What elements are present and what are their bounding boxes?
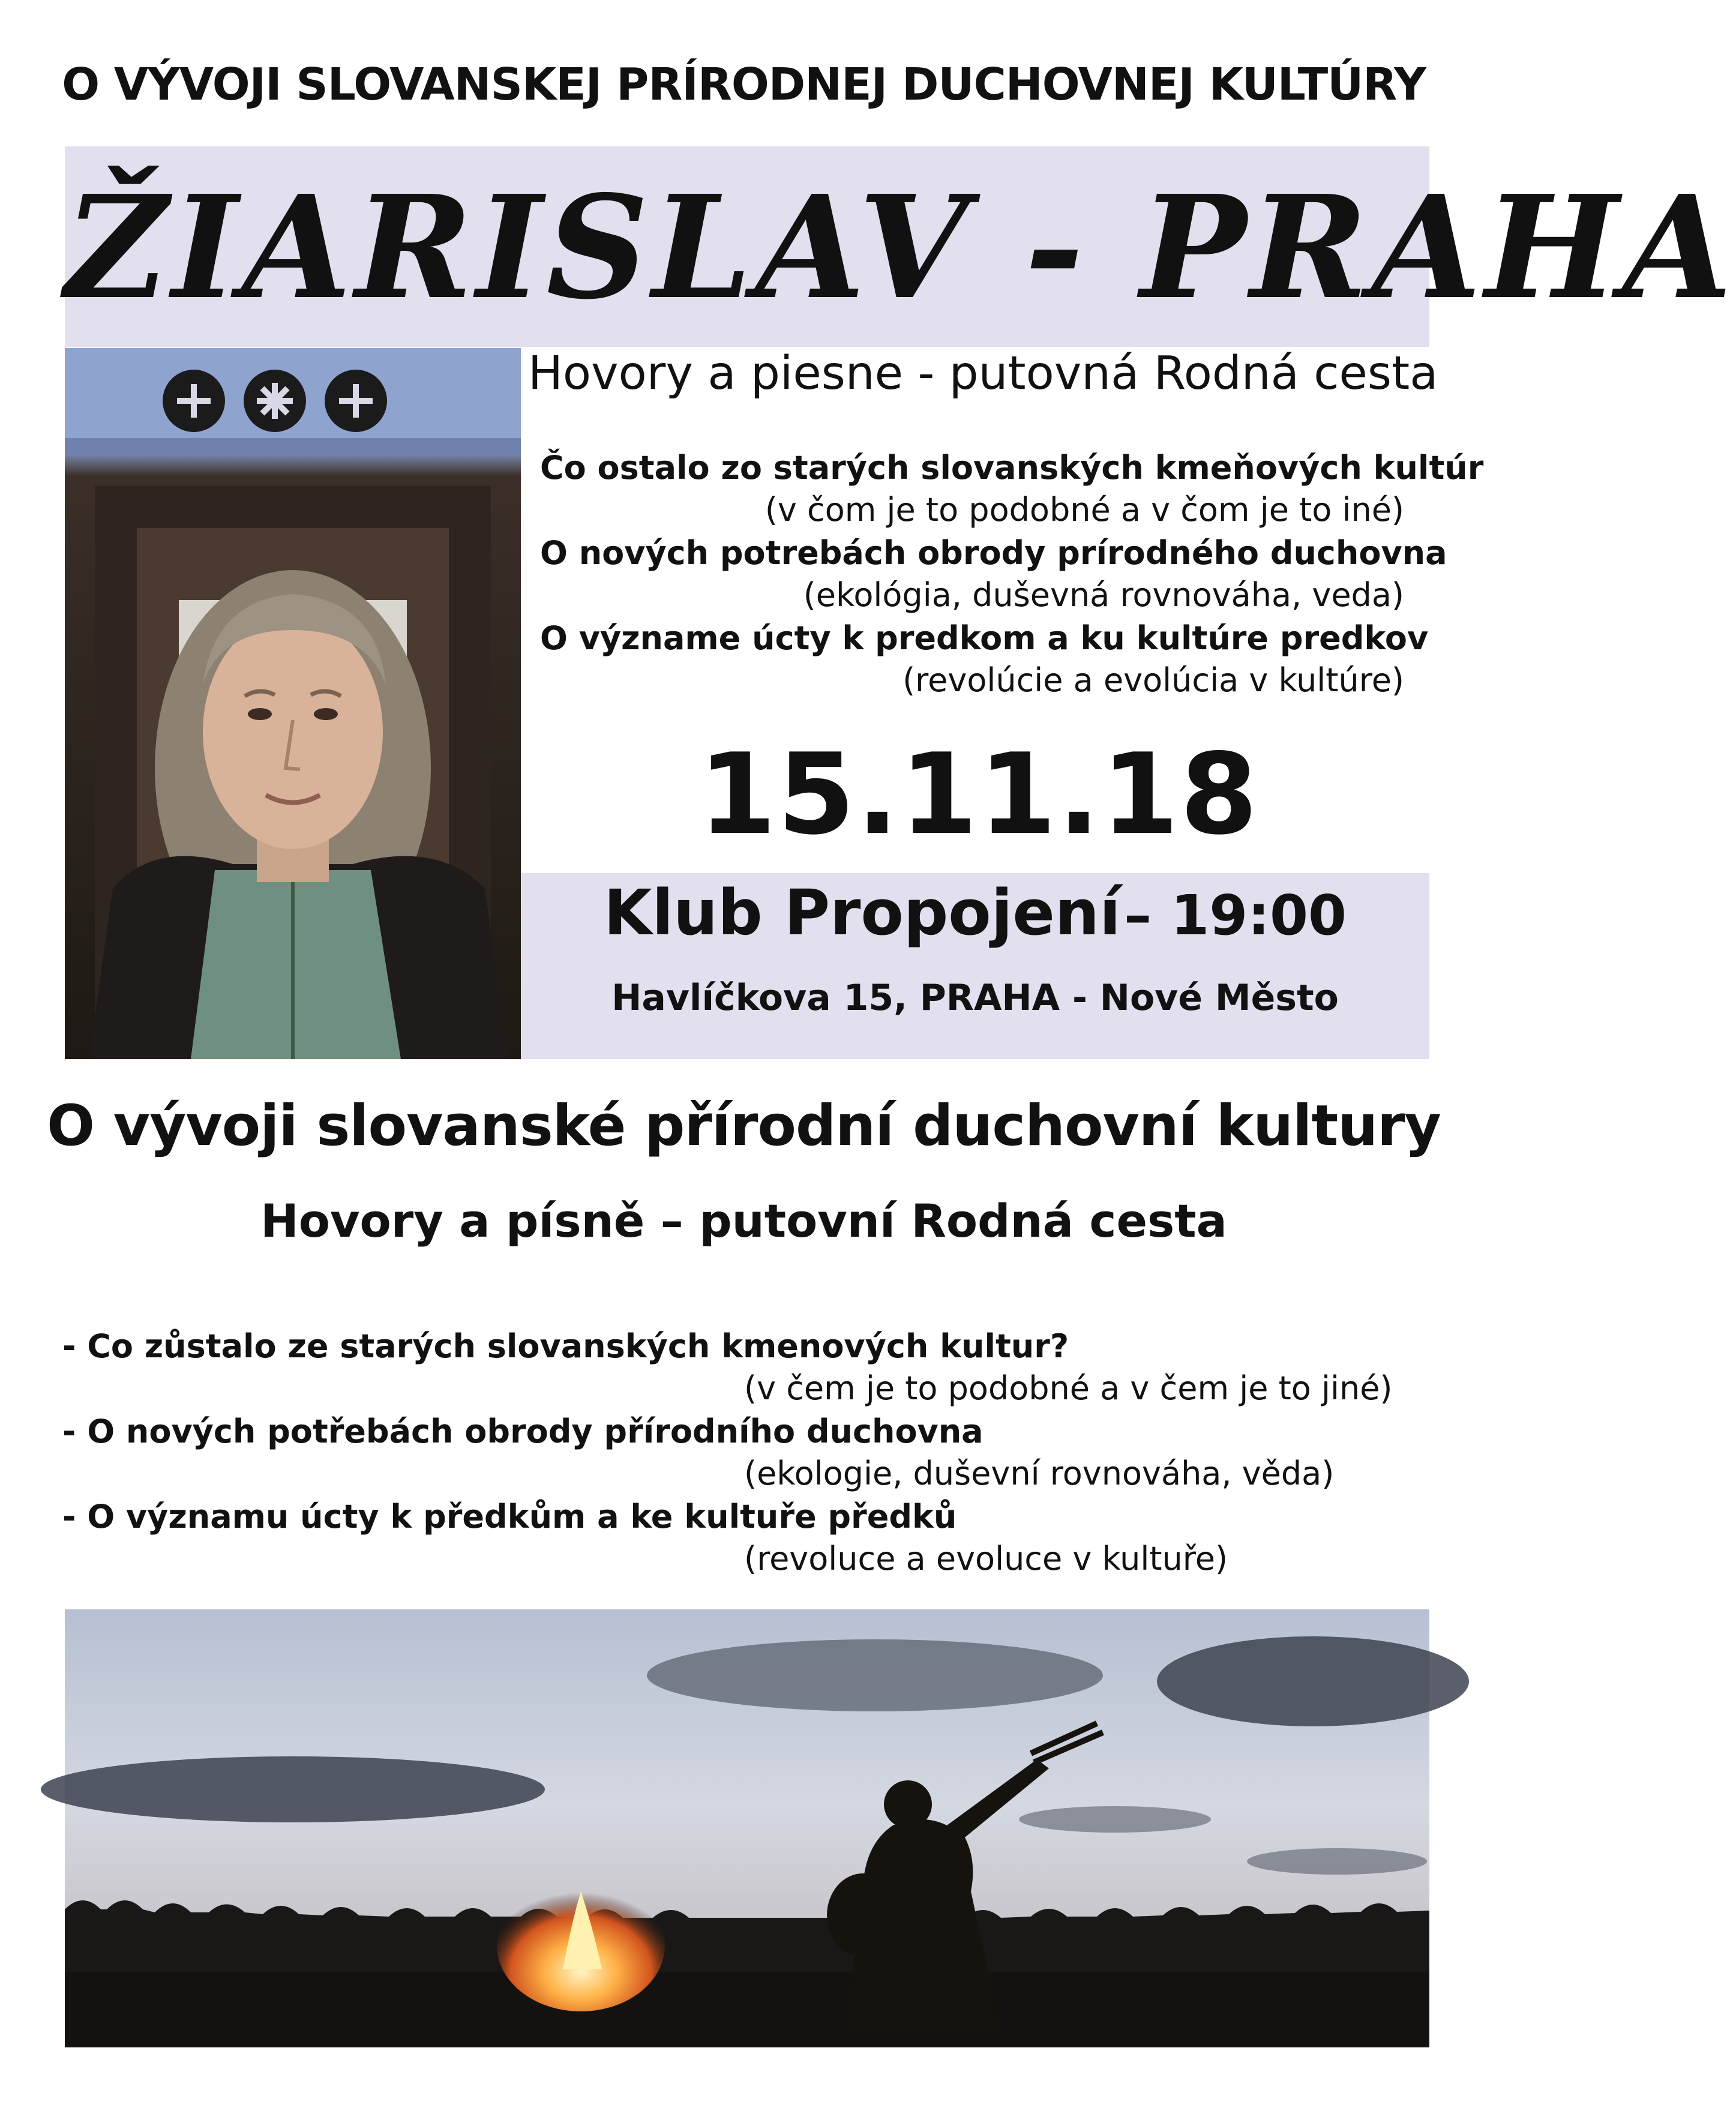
ritual-photo (65, 1609, 1429, 2047)
slovak-topic-1-detail: (v čom je to podobné a v čom je to iné) (764, 491, 1404, 529)
portrait-illustration (65, 348, 521, 1059)
czech-topic-2: - O nových potřebách obrody přírodního duchovna (62, 1413, 984, 1450)
venue-address: Havlíčkova 15, PRAHA - Nové Město (611, 977, 1339, 1019)
czech-topic-3-detail: (revoluce a evoluce v kultuře) (744, 1540, 1228, 1578)
czech-topic-1: - Co zůstalo ze starých slovanských kmenových kultur? (62, 1327, 1069, 1365)
slovak-topic-3: O význame úcty k predkom a ku kultúre predkov (540, 619, 1429, 657)
czech-subtitle: Hovory a písně – putovní Rodná cesta (260, 1194, 1227, 1248)
portrait-photo (65, 348, 521, 1059)
slovak-subtitle: Hovory a piesne - putovná Rodná cesta (528, 347, 1438, 400)
event-time: – 19:00 (1124, 883, 1347, 947)
venue-name: Klub Propojení (603, 876, 1121, 949)
slovak-topic-2-detail: (ekológia, duševná rovnováha, veda) (803, 576, 1404, 614)
czech-heading: O vývoji slovanské přírodní duchovní kultury (47, 1093, 1441, 1159)
czech-topic-2-detail: (ekologie, duševní rovnováha, věda) (744, 1455, 1335, 1492)
slovak-topic-1: Čo ostalo zo starých slovanských kmeňových kultúr (540, 449, 1484, 487)
ritual-illustration (65, 1609, 1429, 2047)
slovak-topic-3-detail: (revolúcie a evolúcia v kultúre) (903, 661, 1404, 699)
slovak-topic-2: O nových potrebách obrody prírodného duchovna (540, 534, 1447, 572)
event-date: 15.11.18 (698, 729, 1259, 859)
top-heading: O VÝVOJI SLOVANSKEJ PRÍRODNEJ DUCHOVNEJ KULTÚRY (62, 59, 1426, 110)
czech-topic-3: - O významu úcty k předkům a ke kultuře předků (62, 1498, 957, 1536)
czech-topic-1-detail: (v čem je to podobné a v čem je to jiné) (744, 1369, 1393, 1407)
main-title: ŽIARISLAV - PRAHA (65, 164, 1736, 331)
venue-line (521, 876, 1429, 949)
